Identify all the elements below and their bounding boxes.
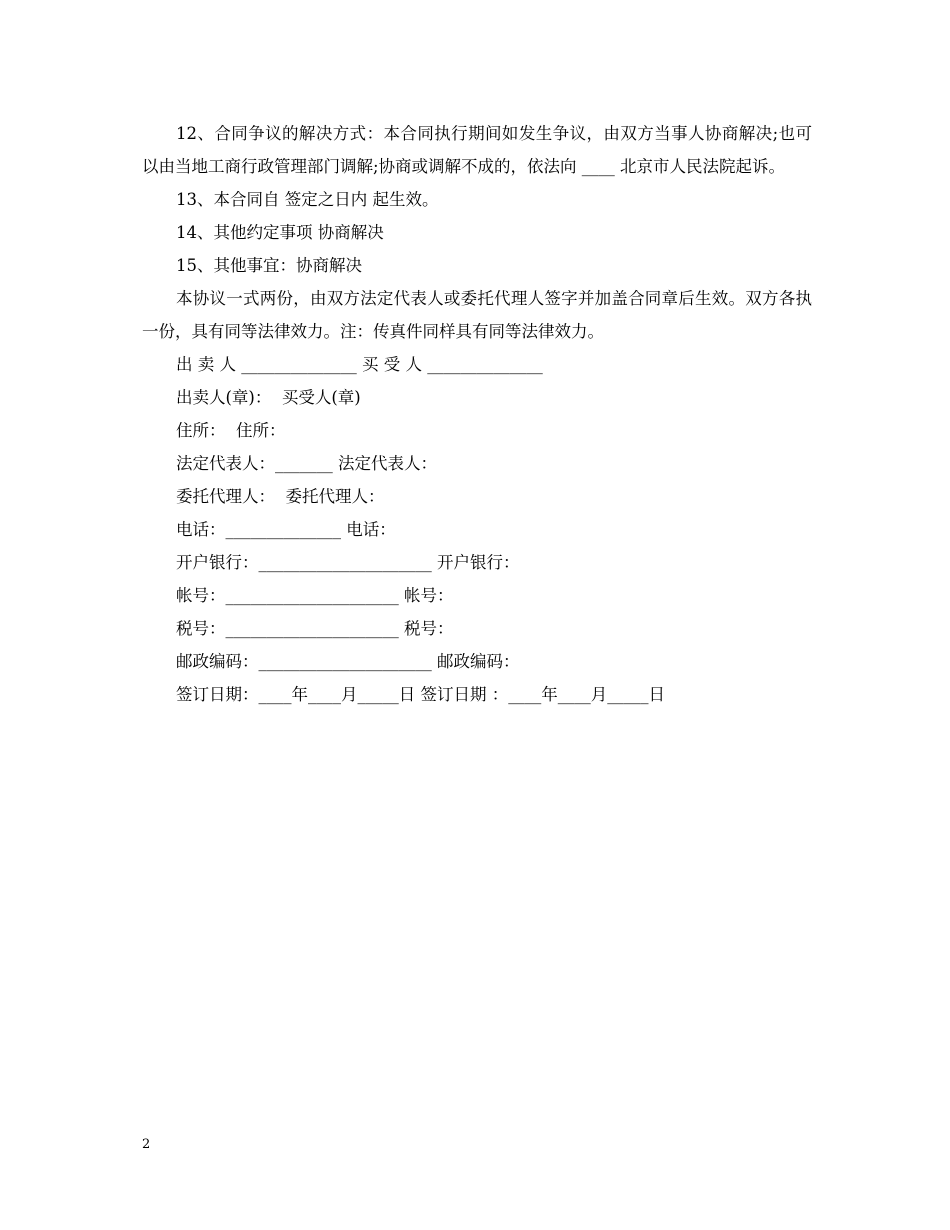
bank-line: 开户银行：_____________________ 开户银行： <box>176 553 520 572</box>
tax-number-line: 税号：_____________________ 税号： <box>176 619 454 638</box>
seller-buyer-line: 出 卖 人 ______________ 买 受 人 ______________ <box>176 355 543 374</box>
document-body <box>142 117 812 711</box>
clause-13-effective-date: 13、本合同自 签定之日内 起生效。 <box>176 190 439 209</box>
seal-line: 出卖人(章)： 买受人(章) <box>176 388 361 407</box>
signing-date-line: 签订日期：____年____月_____日 签订日期 ：____年____月_____日 <box>176 685 665 704</box>
page-number: 2 <box>142 1137 151 1152</box>
signature-block <box>142 348 812 711</box>
agreement-copies-note: 本协议一式两份，由双方法定代表人或委托代理人签字并加盖合同章后生效。双方各执一份，具有同等法律效力。注：传真件同样具有同等法律效力。 <box>142 289 812 341</box>
phone-line: 电话：______________ 电话： <box>176 520 396 539</box>
legal-representative-line: 法定代表人：_______ 法定代表人： <box>176 454 437 473</box>
account-number-line: 帐号：_____________________ 帐号： <box>176 586 454 605</box>
clause-15-other-matters: 15、其他事宜：协商解决 <box>176 256 362 275</box>
clause-12-dispute-resolution: 12、合同争议的解决方式：本合同执行期间如发生争议，由双方当事人协商解决;也可以由当地工商行政管理部门调解;协商或调解不成的，依法向 ____ 北京市人民法院起诉。 <box>142 124 812 176</box>
postal-code-line: 邮政编码：_____________________ 邮政编码： <box>176 652 520 671</box>
address-line: 住所： 住所： <box>176 421 286 440</box>
authorized-agent-line: 委托代理人： 委托代理人： <box>176 487 385 506</box>
clause-14-other-agreed-matters: 14、其他约定事项 协商解决 <box>176 223 384 242</box>
